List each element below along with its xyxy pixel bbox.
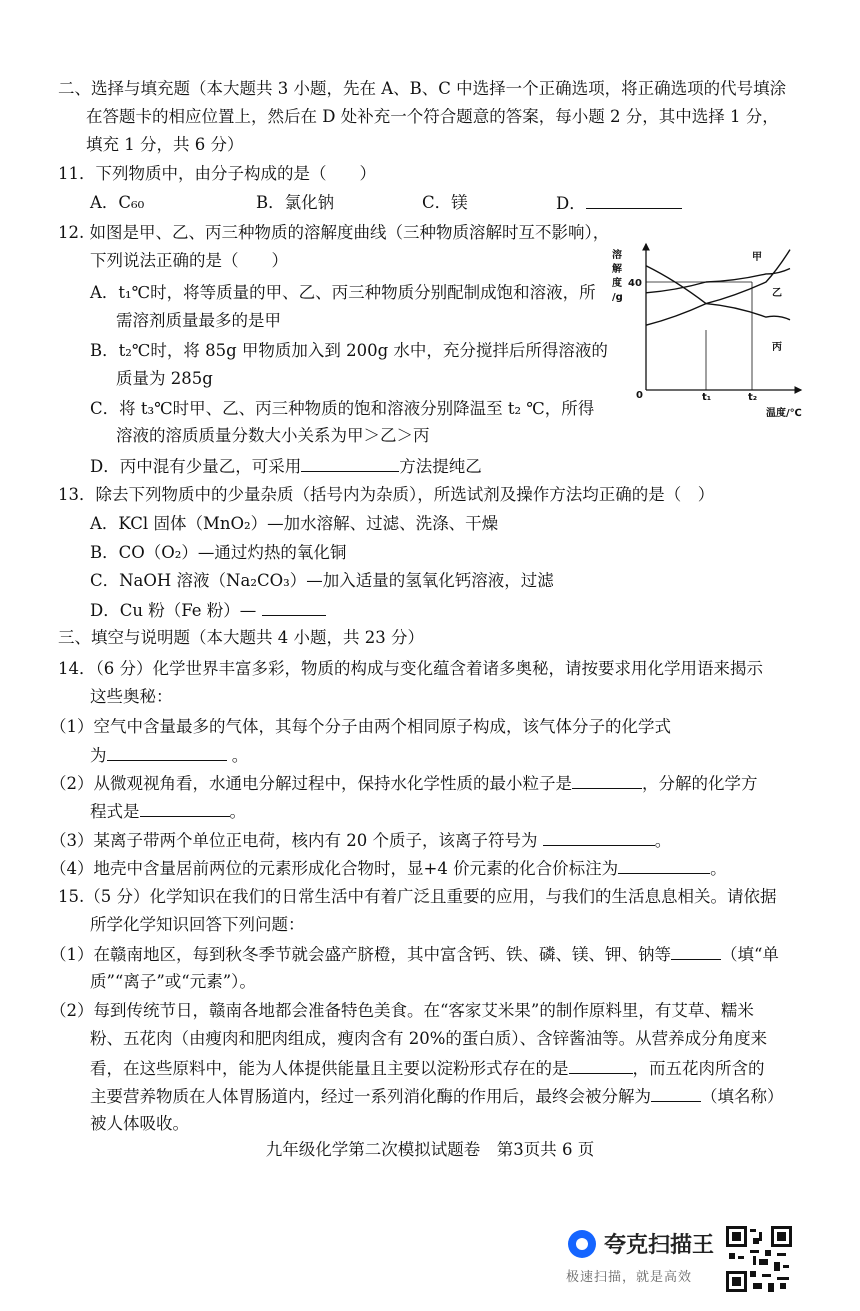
q14-part1-line1: （1）空气中含量最多的气体，其每个分子由两个相同原子构成，该气体分子的化学式 — [50, 717, 671, 736]
q15-stem-line1: 15.（5 分）化学知识在我们的日常生活中有着广泛且重要的应用，与我们的生活息息相关。请依据 — [58, 887, 777, 906]
q11-option-d: D． — [556, 192, 682, 215]
section2-heading-line2: 在答题卡的相应位置上，然后在 D 处补充一个符合题意的答案，每小题 2 分，其中选择 1 分， — [86, 107, 779, 126]
origin-label: 0 — [636, 390, 643, 401]
qr-code-icon — [726, 1226, 792, 1292]
q15-part2-line1: （2）每到传统节日，赣南各地都会准备特色美食。在“客家艾米果”的制作原料里，有艾草、糯米 — [50, 1001, 754, 1020]
q13-option-b: B．CO（O₂）—通过灼热的氧化铜 — [90, 543, 347, 562]
q12-stem-line1: 12. 如图是甲、乙、丙三种物质的溶解度曲线（三种物质溶解时互不影响）， — [58, 223, 610, 242]
q13-d-blank — [262, 599, 326, 616]
quark-logo-icon — [568, 1230, 596, 1258]
q13-option-a: A．KCl 固体（MnO₂）—加水溶解、过滤、洗涤、干燥 — [90, 514, 499, 533]
curve-jia — [646, 250, 790, 326]
y-label-4: /g — [612, 292, 623, 303]
q15-part1-line2: 质”“离子”或“元素”）。 — [90, 972, 256, 991]
q14-part1-blank — [107, 744, 227, 761]
q15-part2-line4: 主要营养物质在人体胃肠道内，经过一系列消化酶的作用后，最终会被分解为 （填名称） — [90, 1087, 784, 1106]
y-label-3: 度 — [612, 278, 622, 289]
q12-d-blank — [301, 455, 399, 472]
series-label-jia: 甲 — [752, 252, 762, 263]
x-tick-t2: t₂ — [748, 392, 758, 403]
q11-option-b: B．氯化钠 — [256, 193, 335, 212]
q15-part1-blank — [671, 943, 721, 960]
brand-name: 夸克扫描王 — [604, 1233, 715, 1258]
y-label-2: 解 — [612, 264, 622, 275]
q15-part2-line5: 被人体吸收。 — [90, 1114, 189, 1133]
q11-stem: 11．下列物质中，由分子构成的是（ ） — [58, 164, 376, 183]
q15-part2-line2: 粉、五花肉（由瘦肉和肥肉组成，瘦肉含有 20%的蛋白质）、含锌酱油等。从营养成分角度来 — [90, 1029, 768, 1048]
q12-option-c-line2: 溶液的溶质质量分数大小关系为甲＞乙＞丙 — [116, 426, 430, 445]
x-axis-label: 温度/℃ — [766, 408, 802, 419]
q13-option-d: D．Cu 粉（Fe 粉）— — [90, 599, 326, 622]
q11-answer-blank — [586, 192, 682, 209]
q14-part2-line1: （2）从微观视角看，水通电分解过程中，保持水化学性质的最小粒子是 ，分解的化学方 — [50, 774, 758, 793]
q13-option-c: C．NaOH 溶液（Na₂CO₃）—加入适量的氢氧化钙溶液，过滤 — [90, 571, 554, 590]
q15-part2-blank1 — [569, 1057, 633, 1074]
q12-option-b-line2: 质量为 285g — [116, 369, 213, 388]
q14-part2-blank1 — [572, 772, 642, 789]
page-footer: 九年级化学第二次模拟试题卷 第3页共 6 页 — [265, 1140, 595, 1159]
q15-part2-blank2 — [651, 1085, 701, 1102]
q14-part4: （4）地壳中含量居前两位的元素形成化合物时，显+4 价元素的化合价标注为 。 — [50, 859, 727, 878]
y-label-1: 溶 — [612, 250, 622, 261]
q12-option-d: D．丙中混有少量乙，可采用 方法提纯乙 — [90, 457, 482, 476]
series-label-yi: 乙 — [772, 288, 782, 299]
curve-yi — [646, 269, 790, 293]
series-label-bing: 丙 — [772, 342, 782, 353]
x-tick-t1: t₁ — [702, 392, 712, 403]
q15-stem-line2: 所学化学知识回答下列问题： — [90, 915, 305, 934]
q14-part1-line2: 为 。 — [90, 746, 249, 765]
brand-tagline: 极速扫描，就是高效 — [566, 1270, 693, 1285]
q14-stem-line2: 这些奥秘： — [90, 687, 173, 706]
solubility-chart — [606, 240, 811, 420]
q14-part2-line2: 程式是 。 — [90, 802, 246, 821]
scanner-watermark — [566, 1226, 806, 1296]
q13-stem: 13．除去下列物质中的少量杂质（括号内为杂质），所选试剂及操作方法均正确的是（ ） — [58, 485, 715, 504]
q14-part4-blank — [618, 857, 710, 874]
q15-part1-line1: （1）在赣南地区，每到秋冬季节就会盛产脐橙，其中富含钙、铁、磷、镁、钾、钠等 （填“单 — [50, 945, 779, 964]
q11-option-a: A．C₆₀ — [90, 193, 145, 212]
section2-heading-line3: 填充 1 分，共 6 分） — [86, 135, 244, 154]
q12-option-a-line1: A．t₁℃时，将等质量的甲、乙、丙三种物质分别配制成饱和溶液，所 — [90, 283, 596, 302]
q11-option-c: C．镁 — [422, 193, 468, 212]
q14-stem-line1: 14．（6 分）化学世界丰富多彩，物质的构成与变化蕴含着诸多奥秘，请按要求用化学用语来揭示 — [58, 659, 763, 678]
q12-option-c-line1: C．将 t₃℃时甲、乙、丙三种物质的饱和溶液分别降温至 t₂ ℃，所得 — [90, 399, 595, 418]
q14-part3: （3）某离子带两个单位正电荷，核内有 20 个质子，该离子符号为 。 — [50, 831, 672, 850]
q15-part2-line3: 看，在这些原料中，能为人体提供能量且主要以淀粉形式存在的是 ，而五花肉所含的 — [90, 1059, 765, 1078]
q12-stem-line2: 下列说法正确的是（ ） — [90, 251, 288, 270]
section2-heading-line1: 二、选择与填充题（本大题共 3 小题，先在 A、B、C 中选择一个正确选项，将正确选项的代号填涂 — [58, 79, 787, 98]
section3-heading: 三、填空与说明题（本大题共 4 小题，共 23 分） — [58, 628, 424, 647]
q14-part2-blank2 — [140, 800, 230, 817]
q12-option-a-line2: 需溶剂质量最多的是甲 — [116, 311, 281, 330]
q14-part3-blank — [543, 829, 655, 846]
q12-option-b-line1: B．t₂℃时，将 85g 甲物质加入到 200g 水中，充分搅拌后所得溶液的 — [90, 341, 608, 360]
y-tick-40: 40 — [628, 278, 642, 289]
